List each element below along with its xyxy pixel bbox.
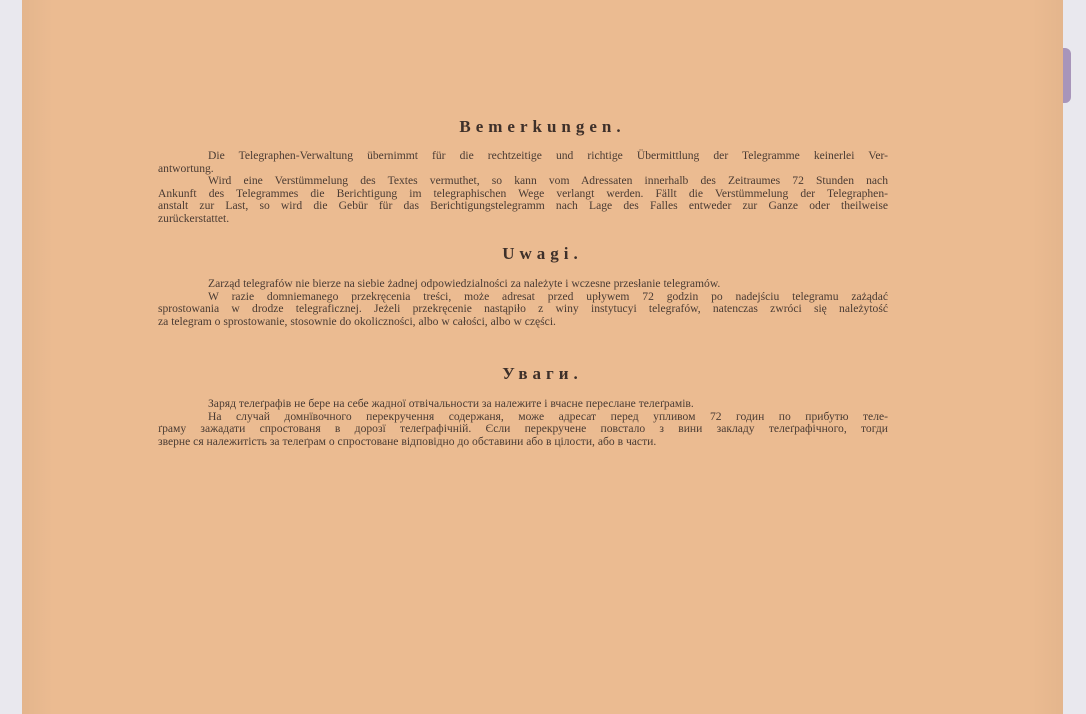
paragraph-german: [158, 150, 888, 226]
text-line: Die Telegraphen-Verwaltung übernimmt für die rechtzeitige und richtige Übermittlung der Telegramme keinerlei Ver-: [208, 149, 888, 162]
paragraph-polish: [158, 278, 888, 328]
heading-bemerkungen: Bemerkungen.: [459, 117, 626, 136]
text-line: W razie domniemanego przekręcenia treści, może adresat przed upływem 72 godzin po nadejściu telegramu zażądać: [208, 289, 888, 303]
heading-uvahy: Уваги.: [502, 364, 583, 383]
document-page: [22, 0, 1063, 714]
text-line: На случай домнївочного перекручення содержаня, може адресат перед упливом 72 годин по прибутю теле-: [208, 409, 888, 423]
text-line: sprostowania w drodze telegraficznej. Jeżeli przekręcenie nastąpiło z winy instytucyi telegrafów, natenczas zwróci się należytość: [158, 302, 888, 316]
purple-stamp-mark: [1063, 48, 1071, 103]
heading-uwagi: Uwagi.: [502, 244, 583, 263]
text-line: zurückerstattet.: [158, 211, 230, 225]
text-line: зверне ся належитість за телеґрам о спростоване відповідно до обставини або в цілости, або в части.: [158, 434, 657, 448]
text-line: ґраму зажадати спростованя в дорозї телеґрафічній. Єсли перекручене повстало з вини закладу телеґрафічного, тогди: [158, 422, 888, 436]
text-line: Zarząd telegrafów nie bierze na siebie żadnej odpowiedzialności za należyte i wczesne przesłanie telegramów.: [208, 277, 721, 290]
text-line: antwortung.: [158, 161, 214, 175]
text-line: Wird eine Verstümmelung des Textes vermuthet, so kann vom Adressaten innerhalb des Zeitraumes 72 Stunden nach: [208, 174, 888, 188]
paragraph-ukrainian: [158, 398, 888, 448]
text-line: anstalt zur Last, so wird die Gebür für das Berichtigungstelegramm nach Lage des Falles entweder zur Ganze oder theilweise: [158, 199, 888, 213]
text-line: Заряд телеґрафів не бере на себе жадної отвічальности за належите і вчасне переслане телеґрамів.: [208, 397, 694, 410]
text-line: Ankunft des Telegrammes die Berichtigung im telegraphischen Wege verlangt werden. Fällt die Verstümmelung der Telegraphen-: [158, 186, 888, 200]
text-line: za telegram o sprostowanie, stosownie do okoliczności, albo w całości, albo w części.: [158, 314, 556, 328]
